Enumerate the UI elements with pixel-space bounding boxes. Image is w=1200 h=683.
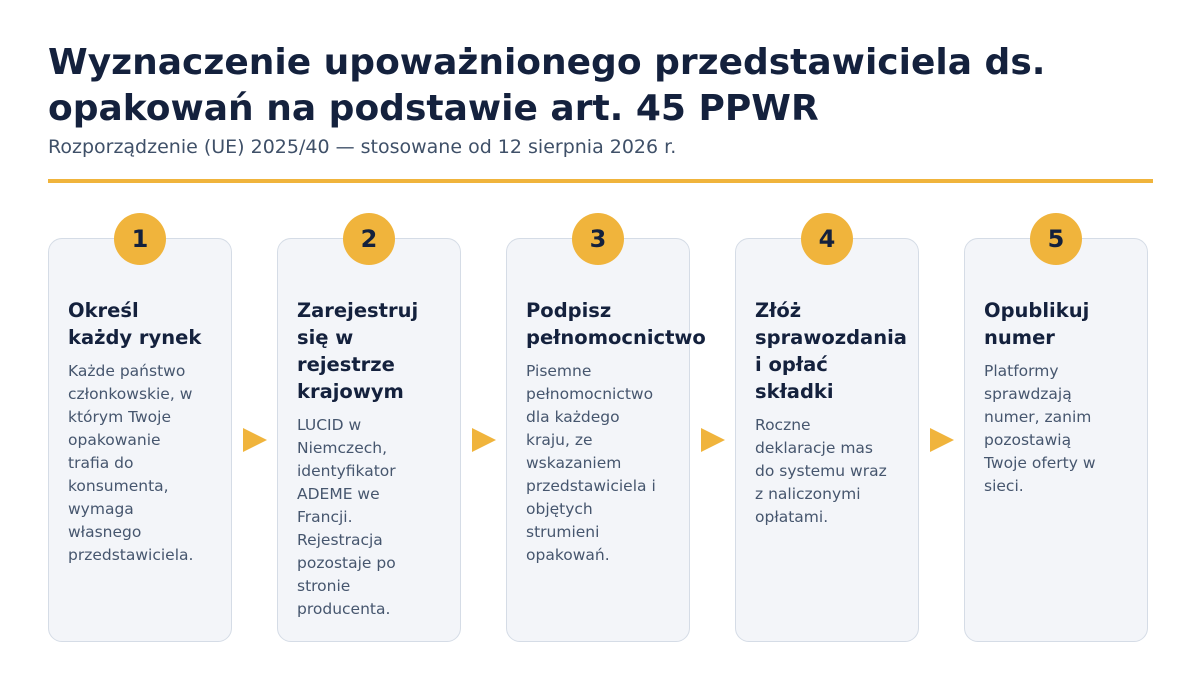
step-title: Określ każdy rynek [68,299,202,349]
step-title: Podpisz pełnomocnictwo [526,299,706,349]
step-description: Pisemne pełnomocnictwo dla każdego kraju, ze wskazaniem przedstawiciela i objętych strumieni opakowań. [526,362,656,564]
step-number-badge: 4 [801,213,853,265]
step-card-4 [735,238,919,642]
step-title: Zarejestruj się w rejestrze krajowym [297,299,419,403]
arrow-right-icon [472,428,496,452]
step-description: Każde państwo członkowskie, w którym Twoje opakowanie trafia do konsumenta, wymaga własnego przedstawiciela. [68,362,194,564]
step-description: LUCID w Niemczech, identyfikator ADEME we Francji. Rejestracja pozostaje po stronie producenta. [297,416,396,618]
page-title: Wyznaczenie upoważnionego przedstawiciela ds. opakowań na podstawie art. 45 PPWR [48,42,1046,129]
step-card-3 [506,238,706,642]
accent-divider [48,179,1153,183]
step-card-5 [964,238,1148,642]
arrow-right-icon [243,428,267,452]
step-description: Roczne deklaracje mas do systemu wraz z naliczonymi opłatami. [755,416,887,526]
step-description: Platformy sprawdzają numer, zanim pozostawią Twoje oferty w sieci. [984,362,1096,495]
step-number-badge: 3 [572,213,624,265]
step-number-badge: 1 [114,213,166,265]
step-title: Opublikuj numer [984,299,1090,349]
step-number-badge: 5 [1030,213,1082,265]
arrow-right-icon [930,428,954,452]
page-subtitle: Rozporządzenie (UE) 2025/40 — stosowane od 12 sierpnia 2026 r. [48,136,677,158]
step-card-1 [48,238,232,642]
step-title: Złóż sprawozdania i opłać składki [755,299,907,403]
step-number-badge: 2 [343,213,395,265]
step-card-2 [277,238,461,642]
arrow-right-icon [701,428,725,452]
